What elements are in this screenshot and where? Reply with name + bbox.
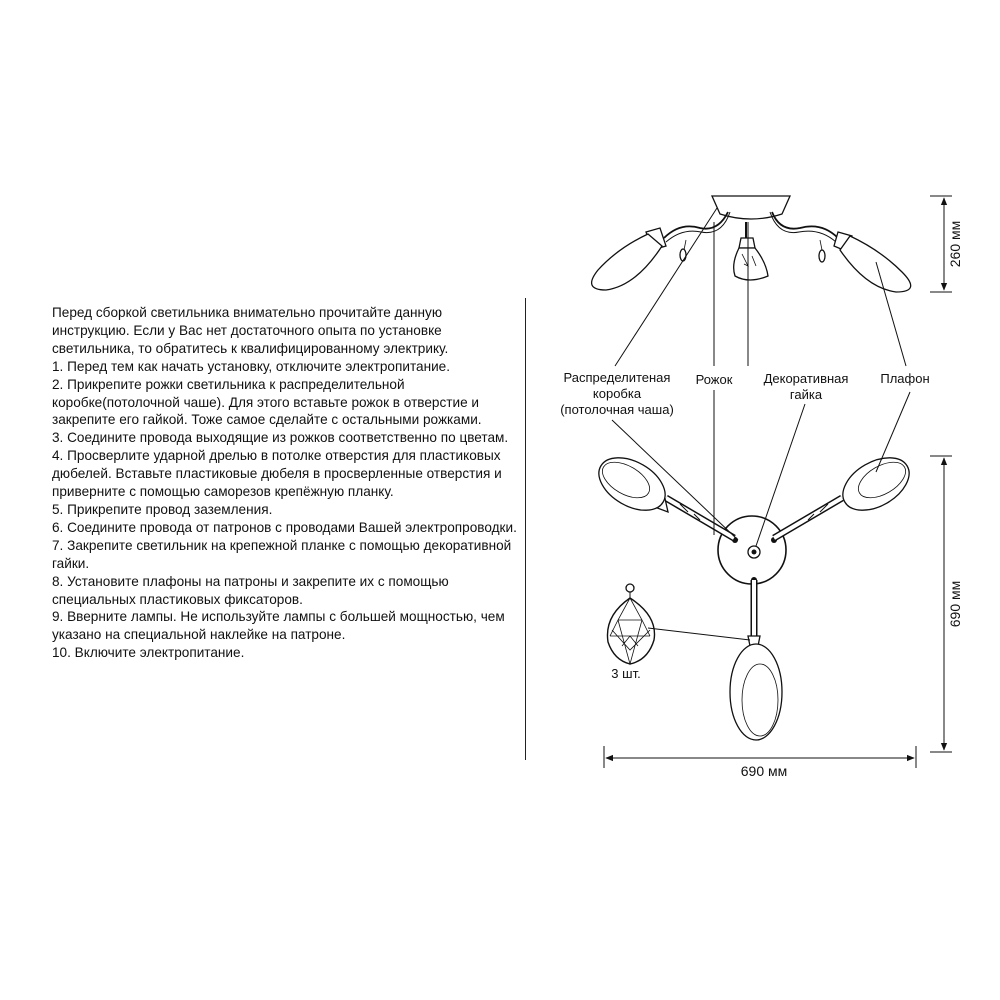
crystal-pendant-icon xyxy=(607,584,654,664)
leader-box-to-canopy xyxy=(615,208,717,366)
top-view xyxy=(590,447,918,740)
left-arm-side xyxy=(592,212,730,290)
instruction-step-8: 8. Установите плафоны на патроны и закрепите их с помощью специальных пластиковых фиксаторов. xyxy=(52,573,449,607)
dim-side-label: 690 мм xyxy=(947,580,963,628)
dim-height-label: 260 мм xyxy=(947,220,963,268)
arm-bottom xyxy=(730,580,782,740)
side-view xyxy=(592,196,911,292)
label-box-line3: (потолочная чаша) xyxy=(560,402,674,417)
label-nut-line2: гайка xyxy=(789,387,823,402)
arm-upper-left xyxy=(590,447,734,538)
shade-upper-right xyxy=(834,447,918,521)
instruction-step-2: 2. Прикрепите рожки светильника к распределительной коробке(потолочной чаше). Для этого вставьте рожок в отверстие и закрепите его гайкой. Тоже самое сделайте с остальными рожками. xyxy=(52,376,482,428)
label-nut-line1: Декоративная xyxy=(763,371,849,386)
leader-crystal xyxy=(648,628,750,640)
instruction-step-1: 1. Перед тем как начать установку, отключите электропитание. xyxy=(52,358,451,374)
instruction-step-10: 10. Включите электропитание. xyxy=(52,645,245,661)
label-box-line2: коробка xyxy=(592,386,642,401)
center-shade xyxy=(734,222,768,280)
arm-upper-right xyxy=(774,447,918,538)
instruction-step-7: 7. Закрепите светильник на крепежной планке с помощью декоративной гайки. xyxy=(52,537,512,571)
instruction-step-4: 4. Просверлите ударной дрелью в потолке отверстия для пластиковых дюбелей. Вставьте пластиковые дюбеля в просверленные отверстия и приверните с помощью саморезов крепёжную планку. xyxy=(52,448,502,500)
instructions-intro: Перед сборкой светильника внимательно прочитайте данную инструкцию. Если у Вас нет достаточного опыта по установке светильника, то обратитесь к квалифицированному электрику. xyxy=(52,305,449,356)
dim-bottom-label: 690 мм xyxy=(740,763,788,779)
shade-bottom xyxy=(730,644,782,740)
instruction-step-9: 9. Вверните лампы. Не используйте лампы с большей мощностью, чем указано на специальной наклейке на патроне. xyxy=(52,609,505,643)
label-arm: Рожок xyxy=(695,372,733,387)
instruction-step-5: 5. Прикрепите провод заземления. xyxy=(52,501,273,517)
ceiling-canopy xyxy=(712,196,790,219)
instruction-step-6: 6. Соедините провода от патронов с проводами Вашей электропроводки. xyxy=(52,519,517,535)
label-crystal-count: 3 шт. xyxy=(611,666,641,681)
right-arm-side xyxy=(770,212,911,292)
instruction-step-3: 3. Соедините провода выходящие из рожков соответственно по цветам. xyxy=(52,430,509,446)
label-shade: Плафон xyxy=(880,371,930,386)
label-box-line1: Распределитеная xyxy=(563,370,671,385)
